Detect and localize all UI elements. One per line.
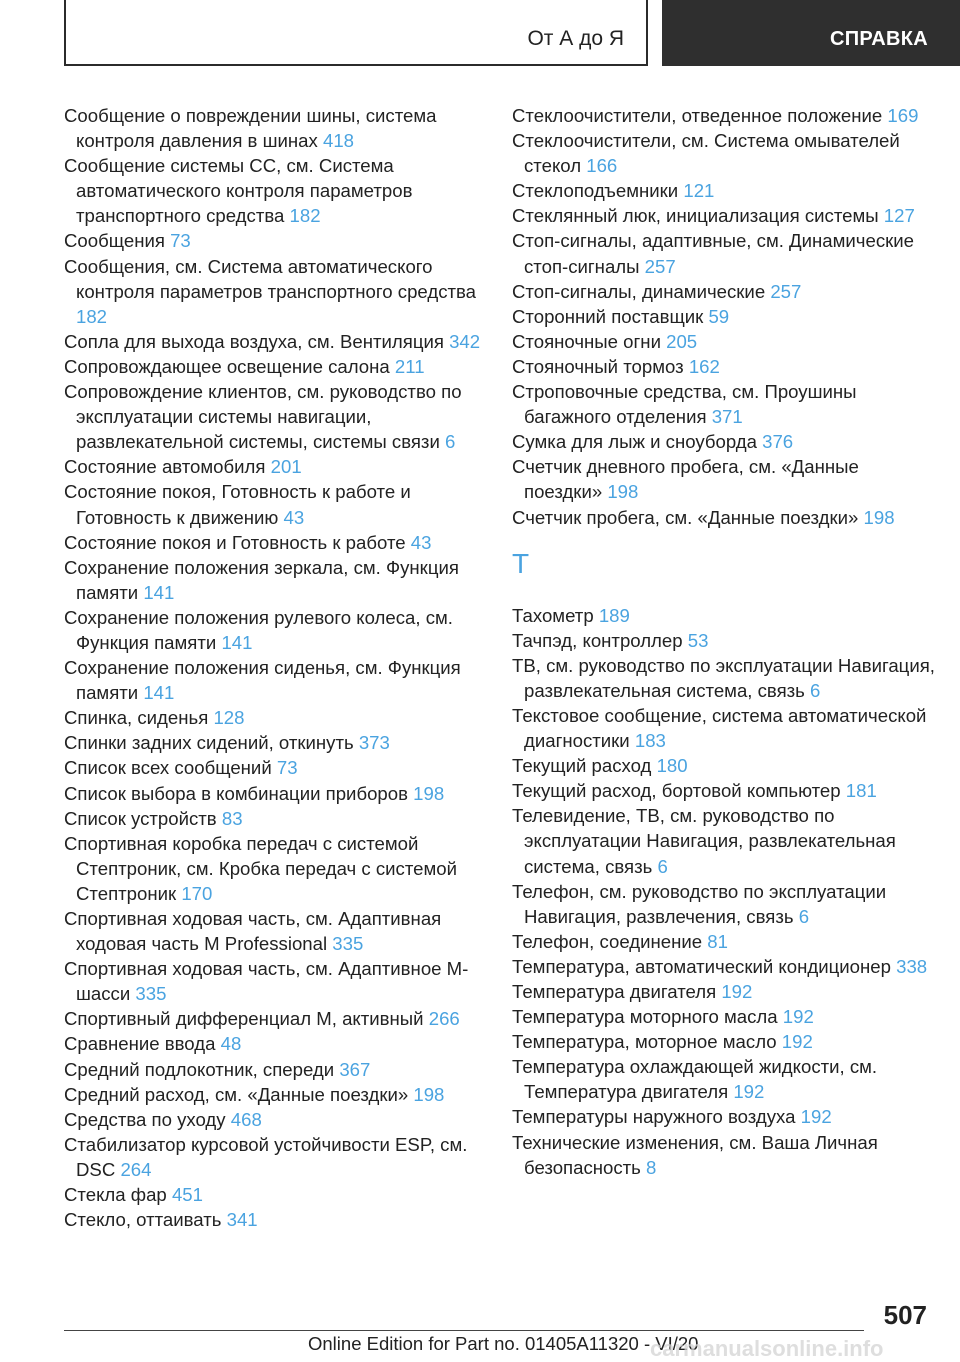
index-entry-text: Температура двигателя bbox=[512, 981, 717, 1002]
index-entry bbox=[512, 228, 937, 278]
index-page-link[interactable]: 367 bbox=[339, 1058, 371, 1080]
index-entry bbox=[512, 1104, 937, 1129]
index-entry bbox=[64, 1082, 484, 1107]
index-entry bbox=[512, 979, 937, 1004]
index-entry-text: Список устройств bbox=[64, 807, 217, 829]
index-entry-text: Сравнение ввода bbox=[64, 1033, 216, 1055]
index-page-link[interactable]: 180 bbox=[656, 755, 688, 777]
index-entry bbox=[64, 1057, 484, 1082]
index-entry bbox=[512, 178, 937, 203]
index-entry bbox=[512, 505, 937, 530]
index-page-link[interactable]: 141 bbox=[143, 581, 175, 603]
index-entry-text: Средства по уходу bbox=[64, 1108, 226, 1130]
index-entry-text: Стеклоочистители, см. Система омывателей стекол bbox=[512, 130, 900, 177]
footer-divider bbox=[64, 1330, 864, 1331]
index-entry bbox=[64, 1207, 484, 1232]
index-entry-text: Стекло, оттаивать bbox=[64, 1209, 222, 1231]
index-entry bbox=[64, 956, 484, 1006]
index-entry-text: Спинка, сиденья bbox=[64, 707, 209, 729]
index-entry bbox=[512, 778, 937, 803]
index-page-link[interactable]: 73 bbox=[170, 230, 191, 252]
index-page-link[interactable]: 192 bbox=[733, 1081, 765, 1103]
index-entry-text: Сообщения bbox=[64, 230, 165, 252]
index-page-link[interactable]: 257 bbox=[770, 280, 802, 302]
index-entry-text: Стеклянный люк, инициализация системы bbox=[512, 205, 879, 227]
index-entry-text: Стабилизатор курсовой устойчивости ESP, см. DSC bbox=[64, 1133, 468, 1180]
index-entry-text: Состояние покоя и Готовность к работе bbox=[64, 531, 406, 553]
index-entry bbox=[64, 153, 484, 228]
index-page-link[interactable]: 166 bbox=[586, 155, 618, 177]
index-page-link[interactable]: 338 bbox=[896, 955, 928, 977]
index-entry-text: Стояночные огни bbox=[512, 330, 661, 352]
index-page-link[interactable]: 341 bbox=[226, 1209, 258, 1231]
index-page-link[interactable]: 192 bbox=[800, 1106, 832, 1128]
index-entry bbox=[64, 730, 484, 755]
index-entry-text: Список всех сообщений bbox=[64, 757, 272, 779]
index-page-link[interactable]: 6 bbox=[798, 905, 810, 927]
index-page-link[interactable]: 192 bbox=[781, 1031, 813, 1053]
index-page-link[interactable]: 6 bbox=[810, 679, 821, 701]
index-page-link[interactable]: 205 bbox=[666, 330, 698, 352]
index-entry bbox=[512, 329, 937, 354]
index-entry-text: Температуры наружного воздуха bbox=[512, 1106, 796, 1128]
index-group-s-continued bbox=[512, 103, 937, 530]
index-entry bbox=[512, 1054, 937, 1104]
index-entry-text: Сохранение положения сиденья, см. Функция памяти bbox=[64, 657, 461, 704]
index-entry-text: ТВ, см. руководство по эксплуатации Навигация, развлекательная система, связь bbox=[512, 654, 935, 701]
index-entry bbox=[512, 454, 937, 504]
index-entry bbox=[512, 929, 937, 954]
index-entry-text: Сообщения, см. Система автоматического контроля параметров транспортного средства bbox=[64, 255, 477, 302]
index-page-link[interactable]: 141 bbox=[221, 631, 253, 653]
index-page-link[interactable]: 6 bbox=[445, 431, 456, 453]
index-entry-text: Состояние покоя, Готовность к работе и Готовность к движению bbox=[64, 481, 411, 528]
index-page-link[interactable]: 198 bbox=[607, 481, 639, 503]
index-entry bbox=[64, 906, 484, 956]
index-entry-text: Средний расход, см. «Данные поездки» bbox=[64, 1083, 409, 1105]
index-page-link[interactable]: 141 bbox=[143, 682, 175, 704]
index-entry bbox=[512, 1004, 937, 1029]
index-entry bbox=[512, 954, 937, 979]
index-entry bbox=[64, 781, 484, 806]
index-entry-text: Счетчик пробега, см. «Данные поездки» bbox=[512, 506, 859, 528]
index-entry-text: Сумка для лыж и сноуборда bbox=[512, 431, 757, 453]
index-entry bbox=[64, 1031, 484, 1056]
index-entry bbox=[512, 803, 937, 878]
index-page-link[interactable]: 335 bbox=[332, 933, 364, 955]
index-page-link[interactable]: 201 bbox=[270, 456, 302, 478]
index-entry-text: Стеклоподъемники bbox=[512, 180, 679, 202]
header-section-tab bbox=[64, 0, 648, 66]
index-entry bbox=[64, 655, 484, 705]
index-entry bbox=[64, 228, 484, 253]
index-entry-text: Сторонний поставщик bbox=[512, 305, 704, 327]
index-entry-text: Спортивная коробка передач с системой Стептроник, см. Кробка передач с системой Стептроник bbox=[64, 832, 458, 904]
index-entry-text: Сохранение положения зеркала, см. Функция памяти bbox=[64, 556, 459, 603]
index-entry bbox=[512, 279, 937, 304]
index-page-link[interactable]: 376 bbox=[762, 431, 794, 453]
index-page-link[interactable]: 6 bbox=[657, 855, 668, 877]
index-entry bbox=[64, 379, 484, 454]
index-entry-text: Сопла для выхода воздуха, см. Вентиляция bbox=[64, 330, 444, 352]
index-entry-text: Строповочные средства, см. Проушины багажного отделения bbox=[512, 381, 857, 428]
index-page-link[interactable]: 183 bbox=[634, 730, 666, 752]
index-page-link[interactable]: 192 bbox=[721, 981, 753, 1002]
index-entry-text: Технические изменения, см. Ваша Личная безопасность bbox=[512, 1131, 878, 1178]
index-entry bbox=[512, 753, 937, 778]
index-entry bbox=[512, 203, 937, 228]
index-entry-text: Стоп-сигналы, динамические bbox=[512, 280, 766, 302]
index-entry-text: Телевидение, ТВ, см. руководство по эксплуатации Навигация, развлекательная система, связь bbox=[512, 805, 896, 877]
index-page-link[interactable]: 342 bbox=[449, 330, 481, 352]
index-entry bbox=[64, 479, 484, 529]
index-entry-text: Стеклоочистители, отведенное положение bbox=[512, 105, 883, 126]
index-entry-text: Сообщение системы CC, см. Система автоматического контроля параметров транспортного средства bbox=[64, 155, 413, 227]
index-entry-text: Состояние автомобиля bbox=[64, 456, 266, 478]
index-page-link[interactable]: 121 bbox=[683, 180, 715, 202]
index-entry-text: Температура, автоматический кондиционер bbox=[512, 955, 891, 977]
index-entry-text: Текущий расход bbox=[512, 755, 652, 777]
index-entry bbox=[512, 379, 937, 429]
index-entry-text: Температура, моторное масло bbox=[512, 1031, 777, 1053]
index-entry-text: Температура моторного масла bbox=[512, 1006, 778, 1028]
index-entry bbox=[64, 605, 484, 655]
index-page-link[interactable]: 53 bbox=[687, 629, 709, 651]
index-page-link[interactable]: 128 bbox=[213, 707, 245, 729]
index-entry bbox=[64, 806, 484, 831]
index-entry-text: Текущий расход, бортовой компьютер bbox=[512, 780, 841, 802]
index-page-link[interactable]: 198 bbox=[863, 506, 895, 528]
index-entry bbox=[64, 454, 484, 479]
index-entry-text: Сообщение о повреждении шины, система контроля давления в шинах bbox=[64, 105, 437, 152]
index-entry bbox=[64, 705, 484, 730]
index-page-link[interactable]: 257 bbox=[644, 255, 676, 277]
index-page-link[interactable]: 182 bbox=[289, 205, 321, 227]
index-entry bbox=[512, 603, 937, 628]
index-page-link[interactable]: 373 bbox=[358, 732, 390, 754]
index-entry bbox=[64, 1107, 484, 1132]
index-entry bbox=[512, 429, 937, 454]
header-section-title: От А до Я bbox=[527, 27, 624, 50]
index-entry bbox=[512, 628, 937, 653]
index-page-link[interactable]: 43 bbox=[410, 531, 432, 553]
index-entry-text: Температура охлаждающей жидкости, см. Температура двигателя bbox=[512, 1056, 878, 1103]
index-page-link[interactable]: 192 bbox=[782, 1006, 814, 1028]
index-page-link[interactable]: 162 bbox=[688, 355, 720, 377]
index-entry-text: Телефон, соединение bbox=[512, 930, 703, 952]
index-entry bbox=[64, 1006, 484, 1031]
index-entry-text: Счетчик дневного пробега, см. «Данные поездки» bbox=[512, 456, 859, 503]
index-entry-text: Стояночный тормоз bbox=[512, 355, 684, 377]
index-entry-text: Сопровождающее освещение салона bbox=[64, 355, 390, 377]
index-page-link[interactable]: 264 bbox=[120, 1158, 152, 1180]
index-page-link[interactable]: 83 bbox=[221, 807, 243, 829]
index-page-link[interactable]: 211 bbox=[394, 355, 425, 377]
index-page-link[interactable]: 43 bbox=[283, 506, 305, 528]
index-entry-text: Спортивная ходовая часть, см. Адаптивное M-шасси bbox=[64, 958, 469, 1005]
index-column-right bbox=[512, 103, 937, 1180]
index-entry bbox=[512, 103, 937, 128]
index-page-link[interactable]: 418 bbox=[322, 130, 355, 152]
index-page-link[interactable]: 169 bbox=[887, 105, 919, 126]
index-page-link[interactable]: 335 bbox=[135, 983, 167, 1005]
index-entry-text: Спортивная ходовая часть, см. Адаптивная ходовая часть M Professional bbox=[64, 908, 442, 955]
index-entry-text: Тачпэд, контроллер bbox=[512, 629, 683, 651]
index-entry-text: Средний подлокотник, спереди bbox=[64, 1058, 335, 1080]
index-page-link[interactable]: 170 bbox=[181, 882, 213, 904]
index-entry-text: Текстовое сообщение, система автоматической диагностики bbox=[512, 704, 927, 752]
index-entry-text: Спинки задних сидений, откинуть bbox=[64, 732, 354, 754]
header-chapter-tab bbox=[662, 0, 960, 66]
index-page-link[interactable]: 198 bbox=[413, 1083, 445, 1105]
index-entry bbox=[512, 354, 937, 379]
index-entry bbox=[64, 329, 484, 354]
index-entry-text: Телефон, см. руководство по эксплуатации Навигация, развлечения, связь bbox=[512, 880, 887, 927]
index-entry bbox=[512, 1029, 937, 1054]
index-entry-text: Стоп-сигналы, адаптивные, см. Динамические стоп-сигналы bbox=[512, 230, 914, 277]
index-entry bbox=[512, 879, 937, 929]
index-entry bbox=[64, 1182, 484, 1207]
index-page-link[interactable]: 451 bbox=[171, 1184, 203, 1206]
index-page-link[interactable]: 73 bbox=[276, 757, 298, 779]
index-page-link[interactable]: 189 bbox=[598, 604, 630, 626]
index-page-link[interactable]: 81 bbox=[707, 930, 728, 952]
section-letter: Т bbox=[512, 547, 530, 579]
index-entry bbox=[512, 304, 937, 329]
index-page-link[interactable]: 198 bbox=[413, 782, 445, 804]
index-entry bbox=[64, 103, 484, 153]
index-entry bbox=[512, 703, 937, 753]
watermark: carmanualsonline.info bbox=[650, 1336, 884, 1361]
index-entry-text: Список выбора в комбинации приборов bbox=[64, 782, 408, 804]
index-entry bbox=[512, 128, 937, 178]
index-page-link[interactable]: 48 bbox=[220, 1033, 242, 1055]
index-page-link[interactable]: 468 bbox=[230, 1108, 262, 1130]
index-entry-text: Спортивный дифференциал M, активный bbox=[64, 1008, 424, 1030]
index-entry bbox=[512, 1130, 937, 1180]
index-entry bbox=[64, 530, 484, 555]
index-page-link[interactable]: 182 bbox=[76, 305, 108, 327]
index-entry bbox=[64, 354, 484, 379]
index-column-left bbox=[64, 103, 484, 1232]
index-entry bbox=[64, 831, 484, 906]
index-page-link[interactable]: 371 bbox=[711, 406, 743, 428]
index-entry bbox=[64, 755, 484, 780]
page-number: 507 bbox=[883, 1300, 927, 1330]
index-entry bbox=[64, 1132, 484, 1182]
index-page-link[interactable]: 59 bbox=[708, 305, 730, 327]
index-entry-text: Сохранение положения рулевого колеса, см. Функция памяти bbox=[64, 606, 453, 653]
index-entry-text: Стекла фар bbox=[64, 1184, 167, 1206]
index-group-t bbox=[512, 603, 937, 1180]
index-entry-text: Тахометр bbox=[512, 604, 594, 626]
edition-info: Online Edition for Part no. 01405A11320 - VI/20 bbox=[308, 1333, 699, 1354]
index-entry bbox=[64, 555, 484, 605]
index-page-link[interactable]: 8 bbox=[646, 1156, 657, 1178]
header-chapter-title: СПРАВКА bbox=[829, 28, 928, 50]
index-page-link[interactable]: 266 bbox=[428, 1008, 460, 1030]
index-entry bbox=[512, 653, 937, 703]
index-entry-text: Сопровождение клиентов, см. руководство по эксплуатации системы навигации, развлекательной системы, системы связи bbox=[64, 381, 462, 453]
index-page-link[interactable]: 127 bbox=[883, 205, 915, 227]
index-entry bbox=[64, 254, 484, 329]
index-page-link[interactable]: 181 bbox=[845, 780, 877, 802]
